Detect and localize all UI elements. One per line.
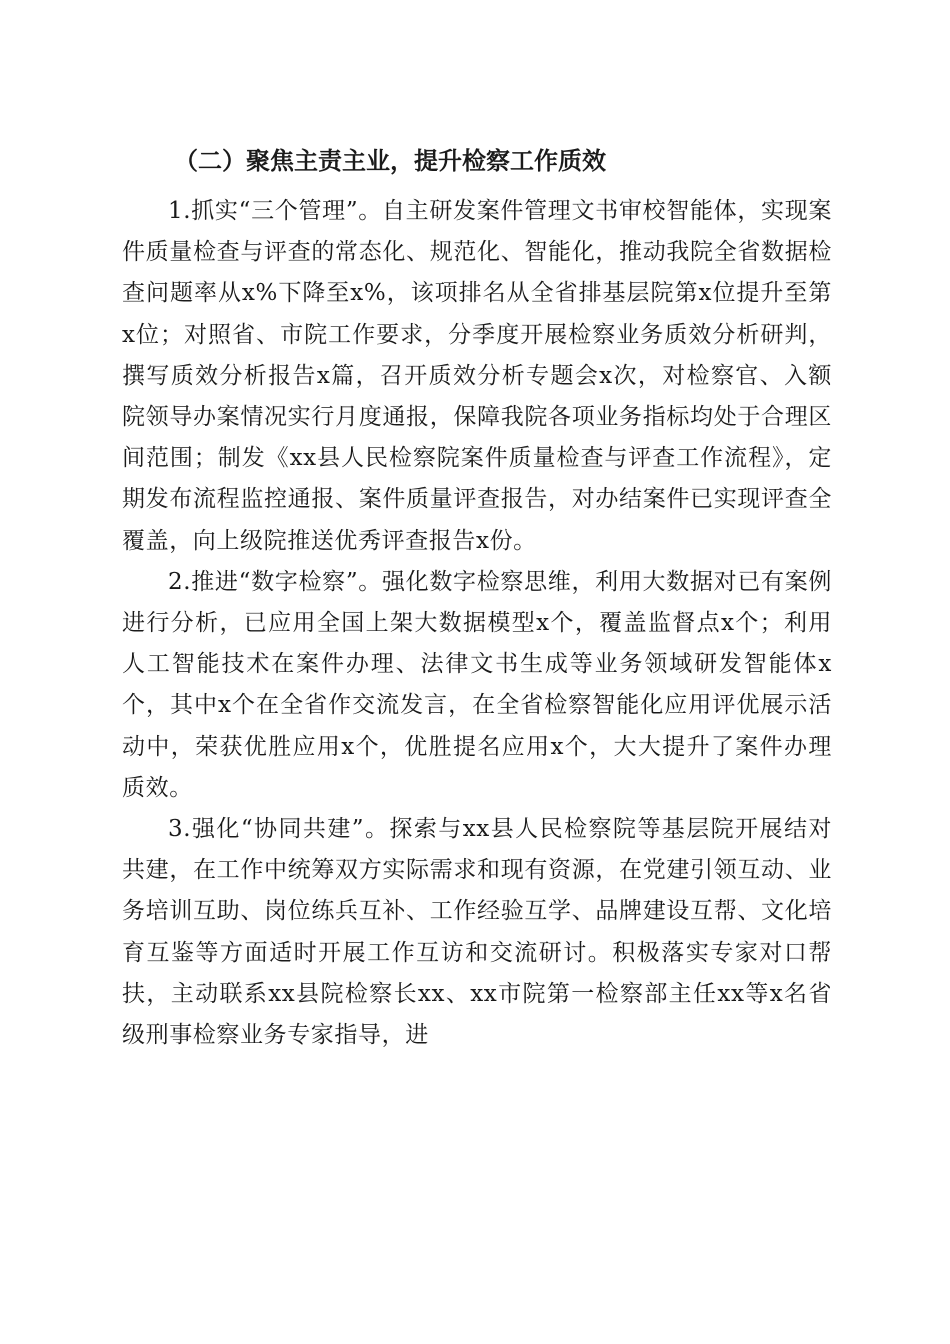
paragraph-collaborative-building: 3.强化“协同共建”。探索与xx县人民检察院等基层院开展结对共建，在工作中统筹双方实际需求和现有资源，在党建引领互动、业务培训互助、岗位练兵互补、工作经验互学、品牌建设互帮、文化培育互鉴等方面适时开展工作互访和交流研讨。积极落实专家对口帮扶，主动联系xx县院检察长xx、xx市院第一检察部主任xx等x名省级刑事检察业务专家指导，进 (122, 816, 832, 1049)
document-page (122, 141, 832, 1056)
section-heading: （二）聚焦主责主业，提升检察工作质效 (174, 146, 606, 175)
paragraph-digital-procuratorate: 2.推进“数字检察”。强化数字检察思维，利用大数据对已有案例进行分析，已应用全国上架大数据模型x个，覆盖监督点x个；利用人工智能技术在案件办理、法律文书生成等业务领域研发智能体x个，其中x个在全省作交流发言，在全省检察智能化应用评优展示活动中，荣获优胜应用x个，优胜提名应用x个，大大提升了案件办理质效。 (122, 568, 832, 801)
paragraph-three-managements: 1.抓实“三个管理”。自主研发案件管理文书审校智能体，实现案件质量检查与评查的常态化、规范化、智能化，推动我院全省数据检查问题率从x%下降至x%，该项排名从全省排基层院第x位提升至第x位；对照省、市院工作要求，分季度开展检察业务质效分析研判，撰写质效分析报告x篇，召开质效分析专题会x次，对检察官、入额院领导办案情况实行月度通报，保障我院各项业务指标均处于合理区间范围；制发《xx县人民检察院案件质量检查与评查工作流程》，定期发布流程监控通报、案件质量评查报告，对办结案件已实现评查全覆盖，向上级院推送优秀评查报告x份。 (122, 198, 832, 554)
